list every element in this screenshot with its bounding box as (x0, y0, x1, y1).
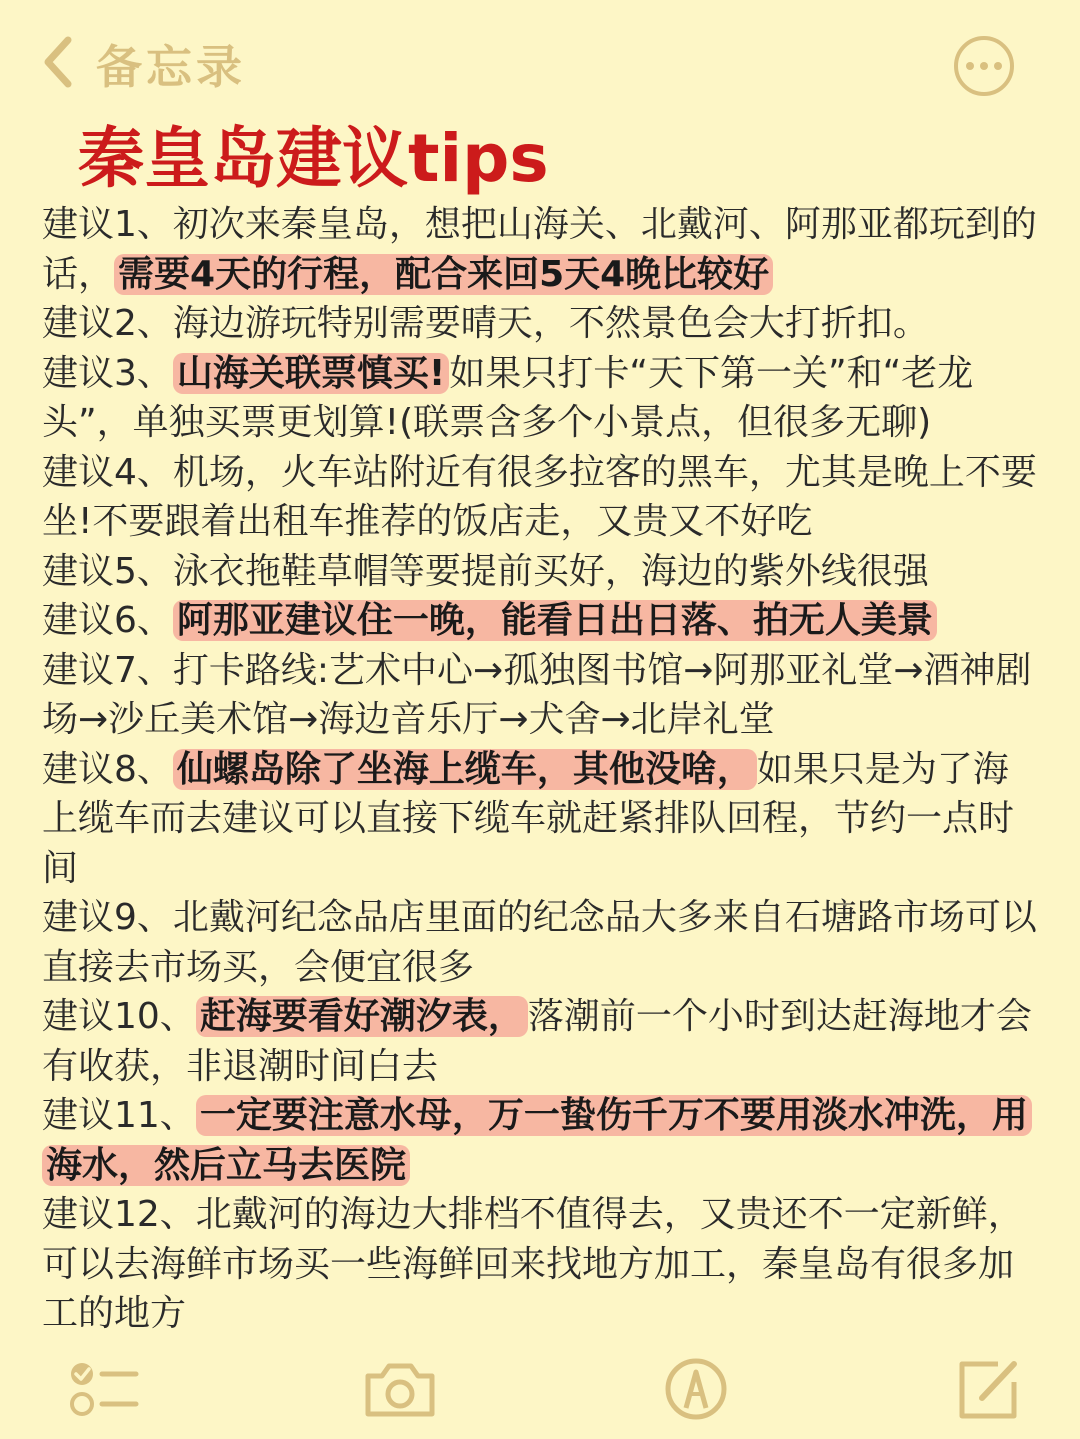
note-body[interactable] (42, 200, 1038, 1339)
markup-pen-icon (656, 1409, 736, 1428)
tip-text: 建议2、海边游玩特别需要晴天，不然景色会大打折扣。 (42, 303, 929, 344)
tip-item (42, 1091, 1038, 1190)
tip-text: 如果只打卡“天下第一关”和“老龙头”，单独买票更划算!(联票含多个小景点，但很多无聊) (42, 352, 974, 443)
tip-text: 建议4、机场，火车站附近有很多拉客的黑车，尤其是晚上不要坐!不要跟着出租车推荐的饭店走，又贵又不好吃 (42, 451, 1037, 542)
tip-item (42, 349, 1038, 448)
tip-text: 如果只是为了海上缆车而去建议可以直接下缆车就赶紧排队回程，节约一点时间 (42, 748, 1015, 889)
tip-text: 建议11、 (42, 1095, 196, 1136)
more-options-dot (980, 62, 988, 70)
tip-text: 建议10、 (42, 996, 196, 1037)
tip-item (42, 646, 1038, 745)
tip-item (42, 745, 1038, 894)
tip-text: 落潮前一个小时到达赶海地才会有收获，非退潮时间白去 (42, 996, 1032, 1087)
more-options-dot (994, 62, 1002, 70)
tip-text: 建议6、 (42, 600, 173, 641)
checklist-button[interactable] (64, 1354, 144, 1424)
tip-item (42, 893, 1038, 992)
tip-text: 建议1、初次来秦皇岛，想把山海关、北戴河、阿那亚都玩到的话， (42, 204, 1037, 295)
camera-button[interactable] (360, 1354, 440, 1424)
chevron-left-icon (40, 34, 74, 94)
tip-item (42, 596, 1038, 646)
tip-text: 建议7、打卡路线:艺术中心→孤独图书馆→阿那亚礼堂→酒神剧场→沙丘美术馆→海边音乐厅→犬舍→北岸礼堂 (42, 649, 1032, 740)
highlighted-text: 需要4天的行程，配合来回5天4晚比较好 (114, 254, 773, 295)
back-button[interactable] (40, 34, 246, 94)
compose-icon (948, 1409, 1028, 1428)
highlighted-text: 仙螺岛除了坐海上缆车，其他没啥， (173, 749, 757, 790)
highlighted-text: 阿那亚建议住一晚，能看日出日落、拍无人美景 (173, 600, 937, 641)
tip-text: 建议5、泳衣拖鞋草帽等要提前买好，海边的紫外线很强 (42, 550, 929, 592)
tip-item (42, 547, 1038, 597)
tip-item (42, 200, 1038, 299)
tip-item (42, 1190, 1038, 1339)
tip-text: 建议8、 (42, 748, 173, 790)
tip-text: 建议12、北戴河的海边大排档不值得去，又贵还不一定新鲜，可以去海鲜市场买一些海鲜回来找地方加工，秦皇岛有很多加工的地方 (42, 1194, 1024, 1334)
camera-icon (360, 1409, 440, 1428)
back-button-label: 备忘录 (96, 40, 246, 94)
more-options-icon (966, 62, 974, 70)
bottom-toolbar (0, 1340, 1080, 1439)
checklist-icon (64, 1409, 144, 1428)
navigation-bar (0, 0, 1080, 120)
tip-item (42, 299, 1038, 349)
tip-text: 建议9、北戴河纪念品店里面的纪念品大多来自石塘路市场可以直接去市场买，会便宜很多 (42, 897, 1037, 988)
tip-item (42, 992, 1038, 1091)
note-title: 秦皇岛建议tips (78, 120, 549, 197)
highlighted-text: 山海关联票慎买! (173, 353, 449, 394)
highlighted-text: 赶海要看好潮汐表， (196, 996, 528, 1037)
tip-text: 建议3、 (42, 352, 173, 394)
more-options-button[interactable] (954, 36, 1014, 96)
markup-button[interactable] (656, 1354, 736, 1424)
tip-item (42, 448, 1038, 547)
compose-button[interactable] (948, 1354, 1028, 1424)
highlighted-text: 一定要注意水母，万一蛰伤千万不要用淡水冲洗，用海水，然后立马去医院 (42, 1095, 1032, 1186)
